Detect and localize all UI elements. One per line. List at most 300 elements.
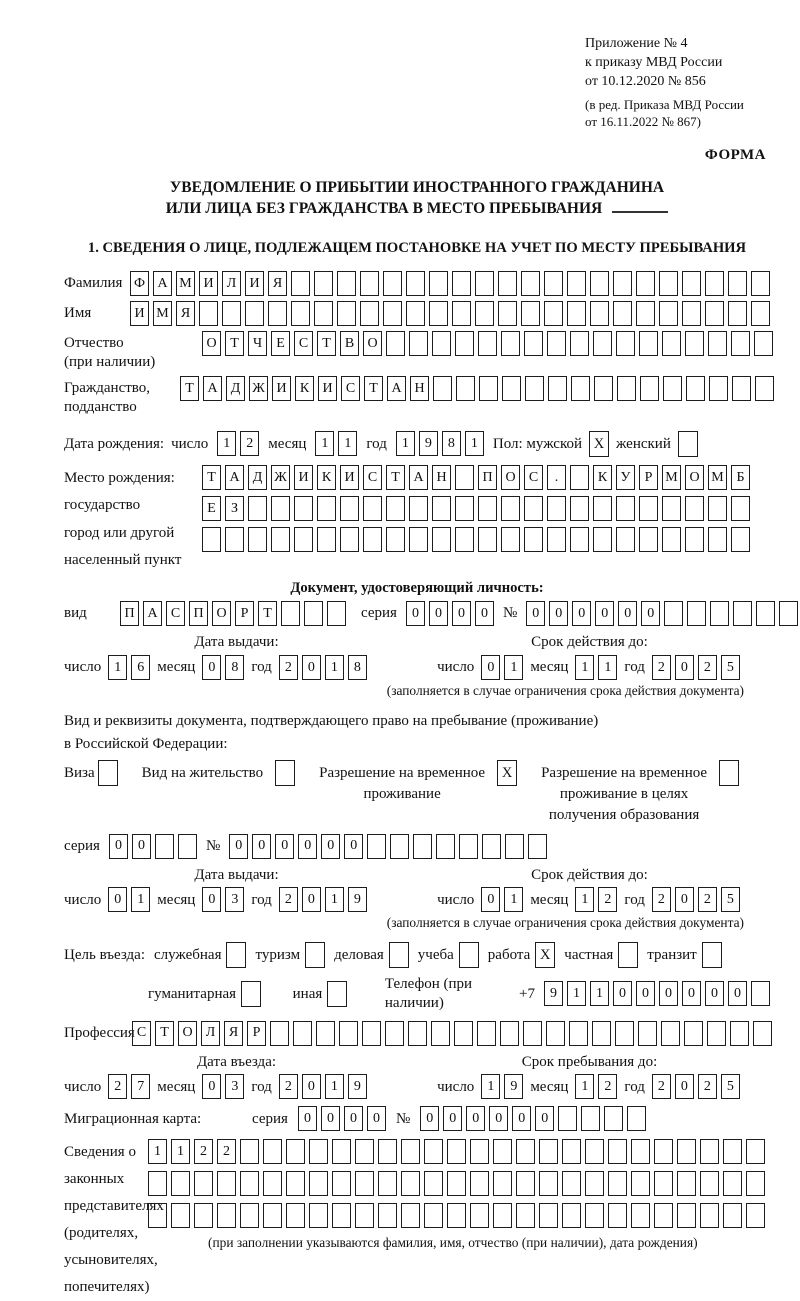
form-cell[interactable] <box>424 1171 443 1196</box>
form-cell[interactable] <box>248 527 267 552</box>
form-cell[interactable]: 1 <box>325 655 344 680</box>
form-cell[interactable] <box>406 301 425 326</box>
form-cell[interactable]: С <box>132 1021 151 1046</box>
form-cell[interactable]: 2 <box>598 887 617 912</box>
form-cell[interactable] <box>636 271 655 296</box>
form-cell[interactable]: М <box>153 301 172 326</box>
form-cell[interactable] <box>733 601 752 626</box>
form-cell[interactable]: 5 <box>721 1074 740 1099</box>
form-cell[interactable] <box>539 1203 558 1228</box>
form-cell[interactable] <box>677 1139 696 1164</box>
form-cell[interactable]: 0 <box>406 601 425 626</box>
form-cell[interactable] <box>639 331 658 356</box>
form-cell[interactable]: О <box>363 331 382 356</box>
form-cell[interactable] <box>639 496 658 521</box>
form-cell[interactable] <box>723 1171 742 1196</box>
form-cell[interactable]: 0 <box>298 834 317 859</box>
form-cell[interactable] <box>567 301 586 326</box>
form-cell[interactable]: 2 <box>698 1074 717 1099</box>
purpose-private-checkbox[interactable] <box>618 942 638 968</box>
form-cell[interactable] <box>616 496 635 521</box>
form-cell[interactable] <box>562 1139 581 1164</box>
form-cell[interactable] <box>332 1171 351 1196</box>
form-cell[interactable] <box>317 527 336 552</box>
form-cell[interactable] <box>708 496 727 521</box>
form-cell[interactable]: 0 <box>229 834 248 859</box>
form-cell[interactable]: 2 <box>217 1139 236 1164</box>
form-cell[interactable] <box>447 1139 466 1164</box>
form-cell[interactable] <box>263 1203 282 1228</box>
form-cell[interactable]: Т <box>386 465 405 490</box>
form-cell[interactable]: 9 <box>348 1074 367 1099</box>
form-cell[interactable]: 2 <box>652 655 671 680</box>
form-cell[interactable]: 5 <box>721 887 740 912</box>
form-cell[interactable] <box>594 376 613 401</box>
form-cell[interactable] <box>429 271 448 296</box>
form-cell[interactable] <box>386 527 405 552</box>
form-cell[interactable] <box>248 496 267 521</box>
form-cell[interactable] <box>631 1203 650 1228</box>
form-cell[interactable] <box>731 527 750 552</box>
form-cell[interactable] <box>291 271 310 296</box>
form-cell[interactable]: 2 <box>279 887 298 912</box>
form-cell[interactable] <box>677 1171 696 1196</box>
form-cell[interactable] <box>728 301 747 326</box>
form-cell[interactable]: П <box>478 465 497 490</box>
form-cell[interactable] <box>194 1203 213 1228</box>
form-cell[interactable]: 0 <box>613 981 632 1006</box>
form-cell[interactable] <box>339 1021 358 1046</box>
form-cell[interactable]: Р <box>247 1021 266 1046</box>
form-cell[interactable] <box>470 1203 489 1228</box>
sex-male-checkbox[interactable]: X <box>589 431 609 457</box>
form-cell[interactable] <box>452 301 471 326</box>
form-cell[interactable] <box>409 527 428 552</box>
form-cell[interactable] <box>746 1171 765 1196</box>
form-cell[interactable]: 1 <box>325 887 344 912</box>
form-cell[interactable] <box>544 301 563 326</box>
form-cell[interactable] <box>493 1203 512 1228</box>
form-cell[interactable]: 1 <box>148 1139 167 1164</box>
form-cell[interactable] <box>409 331 428 356</box>
form-cell[interactable] <box>686 376 705 401</box>
form-cell[interactable]: И <box>130 301 149 326</box>
form-cell[interactable]: И <box>340 465 359 490</box>
form-cell[interactable]: П <box>189 601 208 626</box>
form-cell[interactable] <box>751 981 770 1006</box>
form-cell[interactable] <box>408 1021 427 1046</box>
form-cell[interactable] <box>455 496 474 521</box>
form-cell[interactable] <box>501 527 520 552</box>
form-cell[interactable] <box>286 1203 305 1228</box>
form-cell[interactable] <box>593 496 612 521</box>
form-cell[interactable]: 3 <box>225 1074 244 1099</box>
form-cell[interactable] <box>309 1139 328 1164</box>
purpose-other-checkbox[interactable] <box>327 981 347 1007</box>
purpose-work-checkbox[interactable]: X <box>535 942 555 968</box>
form-cell[interactable]: И <box>294 465 313 490</box>
form-cell[interactable]: И <box>318 376 337 401</box>
form-cell[interactable]: М <box>176 271 195 296</box>
form-cell[interactable]: 1 <box>315 431 334 456</box>
form-cell[interactable] <box>355 1139 374 1164</box>
form-cell[interactable] <box>631 1139 650 1164</box>
form-cell[interactable]: О <box>212 601 231 626</box>
temp-residence-checkbox[interactable]: X <box>497 760 517 786</box>
form-cell[interactable]: 0 <box>302 1074 321 1099</box>
form-cell[interactable]: 0 <box>302 655 321 680</box>
form-cell[interactable] <box>654 1203 673 1228</box>
form-cell[interactable] <box>615 1021 634 1046</box>
form-cell[interactable] <box>363 527 382 552</box>
form-cell[interactable] <box>286 1139 305 1164</box>
form-cell[interactable]: С <box>524 465 543 490</box>
form-cell[interactable] <box>558 1106 577 1131</box>
form-cell[interactable] <box>482 834 501 859</box>
form-cell[interactable]: 2 <box>652 1074 671 1099</box>
form-cell[interactable] <box>309 1171 328 1196</box>
form-cell[interactable] <box>493 1171 512 1196</box>
form-cell[interactable] <box>571 376 590 401</box>
form-cell[interactable]: 8 <box>348 655 367 680</box>
form-cell[interactable] <box>662 331 681 356</box>
form-cell[interactable]: 1 <box>481 1074 500 1099</box>
form-cell[interactable] <box>570 527 589 552</box>
form-cell[interactable] <box>436 834 455 859</box>
form-cell[interactable]: К <box>317 465 336 490</box>
temp-residence-education-checkbox[interactable] <box>719 760 739 786</box>
form-cell[interactable]: 2 <box>698 655 717 680</box>
form-cell[interactable] <box>498 271 517 296</box>
form-cell[interactable] <box>570 496 589 521</box>
form-cell[interactable]: У <box>616 465 635 490</box>
form-cell[interactable]: А <box>143 601 162 626</box>
form-cell[interactable]: 9 <box>419 431 438 456</box>
form-cell[interactable]: 0 <box>202 887 221 912</box>
form-cell[interactable] <box>286 1171 305 1196</box>
form-cell[interactable] <box>528 834 547 859</box>
form-cell[interactable] <box>685 527 704 552</box>
form-cell[interactable] <box>685 496 704 521</box>
form-cell[interactable]: К <box>295 376 314 401</box>
form-cell[interactable]: 9 <box>504 1074 523 1099</box>
form-cell[interactable] <box>746 1139 765 1164</box>
form-cell[interactable] <box>562 1171 581 1196</box>
form-cell[interactable] <box>171 1171 190 1196</box>
form-cell[interactable]: А <box>387 376 406 401</box>
form-cell[interactable]: 0 <box>302 887 321 912</box>
form-cell[interactable]: Е <box>271 331 290 356</box>
form-cell[interactable]: 0 <box>535 1106 554 1131</box>
form-cell[interactable]: Ж <box>249 376 268 401</box>
form-cell[interactable] <box>475 301 494 326</box>
form-cell[interactable] <box>524 527 543 552</box>
form-cell[interactable] <box>685 331 704 356</box>
form-cell[interactable] <box>661 1021 680 1046</box>
form-cell[interactable] <box>447 1203 466 1228</box>
form-cell[interactable]: 9 <box>348 887 367 912</box>
form-cell[interactable]: 0 <box>705 981 724 1006</box>
form-cell[interactable] <box>700 1203 719 1228</box>
form-cell[interactable] <box>659 301 678 326</box>
form-cell[interactable] <box>581 1106 600 1131</box>
form-cell[interactable] <box>756 601 775 626</box>
form-cell[interactable]: 0 <box>321 834 340 859</box>
form-cell[interactable] <box>383 271 402 296</box>
form-cell[interactable] <box>456 376 475 401</box>
form-cell[interactable] <box>332 1203 351 1228</box>
form-cell[interactable] <box>327 601 346 626</box>
form-cell[interactable]: 1 <box>575 1074 594 1099</box>
form-cell[interactable] <box>521 271 540 296</box>
form-cell[interactable]: 0 <box>452 601 471 626</box>
form-cell[interactable] <box>455 331 474 356</box>
form-cell[interactable] <box>340 527 359 552</box>
form-cell[interactable] <box>547 527 566 552</box>
form-cell[interactable] <box>270 1021 289 1046</box>
form-cell[interactable] <box>475 271 494 296</box>
form-cell[interactable] <box>332 1139 351 1164</box>
form-cell[interactable]: 0 <box>429 601 448 626</box>
form-cell[interactable] <box>432 331 451 356</box>
form-cell[interactable] <box>355 1203 374 1228</box>
form-cell[interactable] <box>500 1021 519 1046</box>
form-cell[interactable]: 0 <box>659 981 678 1006</box>
form-cell[interactable]: К <box>593 465 612 490</box>
form-cell[interactable] <box>516 1203 535 1228</box>
form-cell[interactable] <box>337 271 356 296</box>
form-cell[interactable]: О <box>202 331 221 356</box>
form-cell[interactable] <box>570 465 589 490</box>
form-cell[interactable]: С <box>166 601 185 626</box>
form-cell[interactable] <box>432 527 451 552</box>
form-cell[interactable]: 1 <box>504 655 523 680</box>
form-cell[interactable] <box>546 1021 565 1046</box>
form-cell[interactable]: 0 <box>443 1106 462 1131</box>
visa-checkbox[interactable] <box>98 760 118 786</box>
purpose-official-checkbox[interactable] <box>226 942 246 968</box>
form-cell[interactable]: 8 <box>442 431 461 456</box>
form-cell[interactable]: 0 <box>549 601 568 626</box>
form-cell[interactable]: 0 <box>275 834 294 859</box>
purpose-study-checkbox[interactable] <box>459 942 479 968</box>
form-cell[interactable]: 1 <box>396 431 415 456</box>
form-cell[interactable] <box>470 1139 489 1164</box>
form-cell[interactable]: 8 <box>225 655 244 680</box>
form-cell[interactable] <box>401 1203 420 1228</box>
form-cell[interactable] <box>731 496 750 521</box>
form-cell[interactable]: 0 <box>108 887 127 912</box>
form-cell[interactable] <box>360 301 379 326</box>
form-cell[interactable] <box>547 331 566 356</box>
form-cell[interactable]: 2 <box>652 887 671 912</box>
form-cell[interactable]: Д <box>248 465 267 490</box>
form-cell[interactable]: Р <box>639 465 658 490</box>
form-cell[interactable] <box>547 496 566 521</box>
form-cell[interactable] <box>746 1203 765 1228</box>
form-cell[interactable] <box>524 331 543 356</box>
form-cell[interactable]: Ж <box>271 465 290 490</box>
form-cell[interactable] <box>362 1021 381 1046</box>
form-cell[interactable]: 0 <box>618 601 637 626</box>
form-cell[interactable]: Д <box>226 376 245 401</box>
form-cell[interactable] <box>245 301 264 326</box>
form-cell[interactable]: 1 <box>575 887 594 912</box>
form-cell[interactable]: 0 <box>489 1106 508 1131</box>
form-cell[interactable]: 7 <box>131 1074 150 1099</box>
form-cell[interactable] <box>570 331 589 356</box>
form-cell[interactable] <box>700 1139 719 1164</box>
form-cell[interactable]: 0 <box>595 601 614 626</box>
form-cell[interactable]: 2 <box>598 1074 617 1099</box>
form-cell[interactable] <box>708 331 727 356</box>
form-cell[interactable] <box>585 1203 604 1228</box>
form-cell[interactable] <box>194 1171 213 1196</box>
purpose-business-checkbox[interactable] <box>389 942 409 968</box>
form-cell[interactable] <box>731 331 750 356</box>
form-cell[interactable]: 1 <box>598 655 617 680</box>
form-cell[interactable] <box>505 834 524 859</box>
form-cell[interactable] <box>240 1171 259 1196</box>
form-cell[interactable] <box>682 301 701 326</box>
form-cell[interactable] <box>268 301 287 326</box>
form-cell[interactable] <box>608 1203 627 1228</box>
form-cell[interactable] <box>409 496 428 521</box>
form-cell[interactable] <box>478 331 497 356</box>
form-cell[interactable]: 2 <box>698 887 717 912</box>
form-cell[interactable] <box>294 496 313 521</box>
form-cell[interactable] <box>360 271 379 296</box>
form-cell[interactable] <box>429 301 448 326</box>
form-cell[interactable] <box>728 271 747 296</box>
form-cell[interactable] <box>222 301 241 326</box>
form-cell[interactable]: Е <box>202 496 221 521</box>
form-cell[interactable]: О <box>501 465 520 490</box>
form-cell[interactable] <box>378 1171 397 1196</box>
form-cell[interactable] <box>309 1203 328 1228</box>
form-cell[interactable]: А <box>225 465 244 490</box>
form-cell[interactable]: Я <box>268 271 287 296</box>
form-cell[interactable]: А <box>409 465 428 490</box>
form-cell[interactable] <box>525 376 544 401</box>
form-cell[interactable] <box>148 1203 167 1228</box>
form-cell[interactable] <box>240 1203 259 1228</box>
form-cell[interactable] <box>502 376 521 401</box>
form-cell[interactable] <box>707 1021 726 1046</box>
form-cell[interactable]: И <box>272 376 291 401</box>
form-cell[interactable]: Ф <box>130 271 149 296</box>
form-cell[interactable]: Т <box>364 376 383 401</box>
form-cell[interactable] <box>562 1203 581 1228</box>
form-cell[interactable] <box>604 1106 623 1131</box>
form-cell[interactable]: Н <box>410 376 429 401</box>
form-cell[interactable] <box>705 301 724 326</box>
form-cell[interactable]: Т <box>317 331 336 356</box>
form-cell[interactable] <box>639 527 658 552</box>
form-cell[interactable]: Я <box>224 1021 243 1046</box>
form-cell[interactable] <box>355 1171 374 1196</box>
form-cell[interactable] <box>592 1021 611 1046</box>
form-cell[interactable]: 0 <box>475 601 494 626</box>
form-cell[interactable] <box>613 301 632 326</box>
form-cell[interactable] <box>659 271 678 296</box>
form-cell[interactable] <box>617 376 636 401</box>
form-cell[interactable] <box>271 527 290 552</box>
form-cell[interactable]: В <box>340 331 359 356</box>
form-cell[interactable]: С <box>294 331 313 356</box>
form-cell[interactable]: А <box>153 271 172 296</box>
form-cell[interactable] <box>751 271 770 296</box>
form-cell[interactable] <box>682 271 701 296</box>
purpose-transit-checkbox[interactable] <box>702 942 722 968</box>
form-cell[interactable] <box>294 527 313 552</box>
form-cell[interactable]: Ч <box>248 331 267 356</box>
form-cell[interactable]: И <box>245 271 264 296</box>
form-cell[interactable] <box>413 834 432 859</box>
form-cell[interactable] <box>723 1203 742 1228</box>
form-cell[interactable]: 0 <box>132 834 151 859</box>
form-cell[interactable] <box>148 1171 167 1196</box>
form-cell[interactable] <box>616 527 635 552</box>
form-cell[interactable]: 0 <box>298 1106 317 1131</box>
form-cell[interactable] <box>539 1171 558 1196</box>
form-cell[interactable]: Т <box>225 331 244 356</box>
form-cell[interactable] <box>452 271 471 296</box>
form-cell[interactable]: С <box>341 376 360 401</box>
form-cell[interactable]: 0 <box>202 1074 221 1099</box>
form-cell[interactable] <box>454 1021 473 1046</box>
form-cell[interactable] <box>401 1171 420 1196</box>
form-cell[interactable]: 1 <box>108 655 127 680</box>
form-cell[interactable] <box>654 1171 673 1196</box>
form-cell[interactable]: 0 <box>675 655 694 680</box>
form-cell[interactable] <box>585 1139 604 1164</box>
form-cell[interactable] <box>337 301 356 326</box>
form-cell[interactable] <box>732 376 751 401</box>
form-cell[interactable] <box>240 1139 259 1164</box>
form-cell[interactable]: Т <box>155 1021 174 1046</box>
form-cell[interactable] <box>753 1021 772 1046</box>
form-cell[interactable] <box>608 1171 627 1196</box>
form-cell[interactable] <box>386 496 405 521</box>
form-cell[interactable] <box>708 527 727 552</box>
form-cell[interactable] <box>654 1139 673 1164</box>
form-cell[interactable] <box>638 1021 657 1046</box>
form-cell[interactable]: 0 <box>481 655 500 680</box>
form-cell[interactable]: 0 <box>728 981 747 1006</box>
form-cell[interactable]: 0 <box>641 601 660 626</box>
form-cell[interactable]: 1 <box>575 655 594 680</box>
form-cell[interactable] <box>493 1139 512 1164</box>
form-cell[interactable]: 0 <box>420 1106 439 1131</box>
form-cell[interactable] <box>478 527 497 552</box>
form-cell[interactable] <box>378 1139 397 1164</box>
sex-female-checkbox[interactable] <box>678 431 698 457</box>
form-cell[interactable]: 0 <box>252 834 271 859</box>
form-cell[interactable] <box>700 1171 719 1196</box>
form-cell[interactable]: 6 <box>131 655 150 680</box>
form-cell[interactable] <box>523 1021 542 1046</box>
form-cell[interactable] <box>304 601 323 626</box>
form-cell[interactable] <box>677 1203 696 1228</box>
form-cell[interactable] <box>447 1171 466 1196</box>
form-cell[interactable] <box>663 376 682 401</box>
form-cell[interactable] <box>431 1021 450 1046</box>
form-cell[interactable]: 2 <box>108 1074 127 1099</box>
form-cell[interactable]: 9 <box>544 981 563 1006</box>
form-cell[interactable]: О <box>178 1021 197 1046</box>
form-cell[interactable] <box>314 271 333 296</box>
